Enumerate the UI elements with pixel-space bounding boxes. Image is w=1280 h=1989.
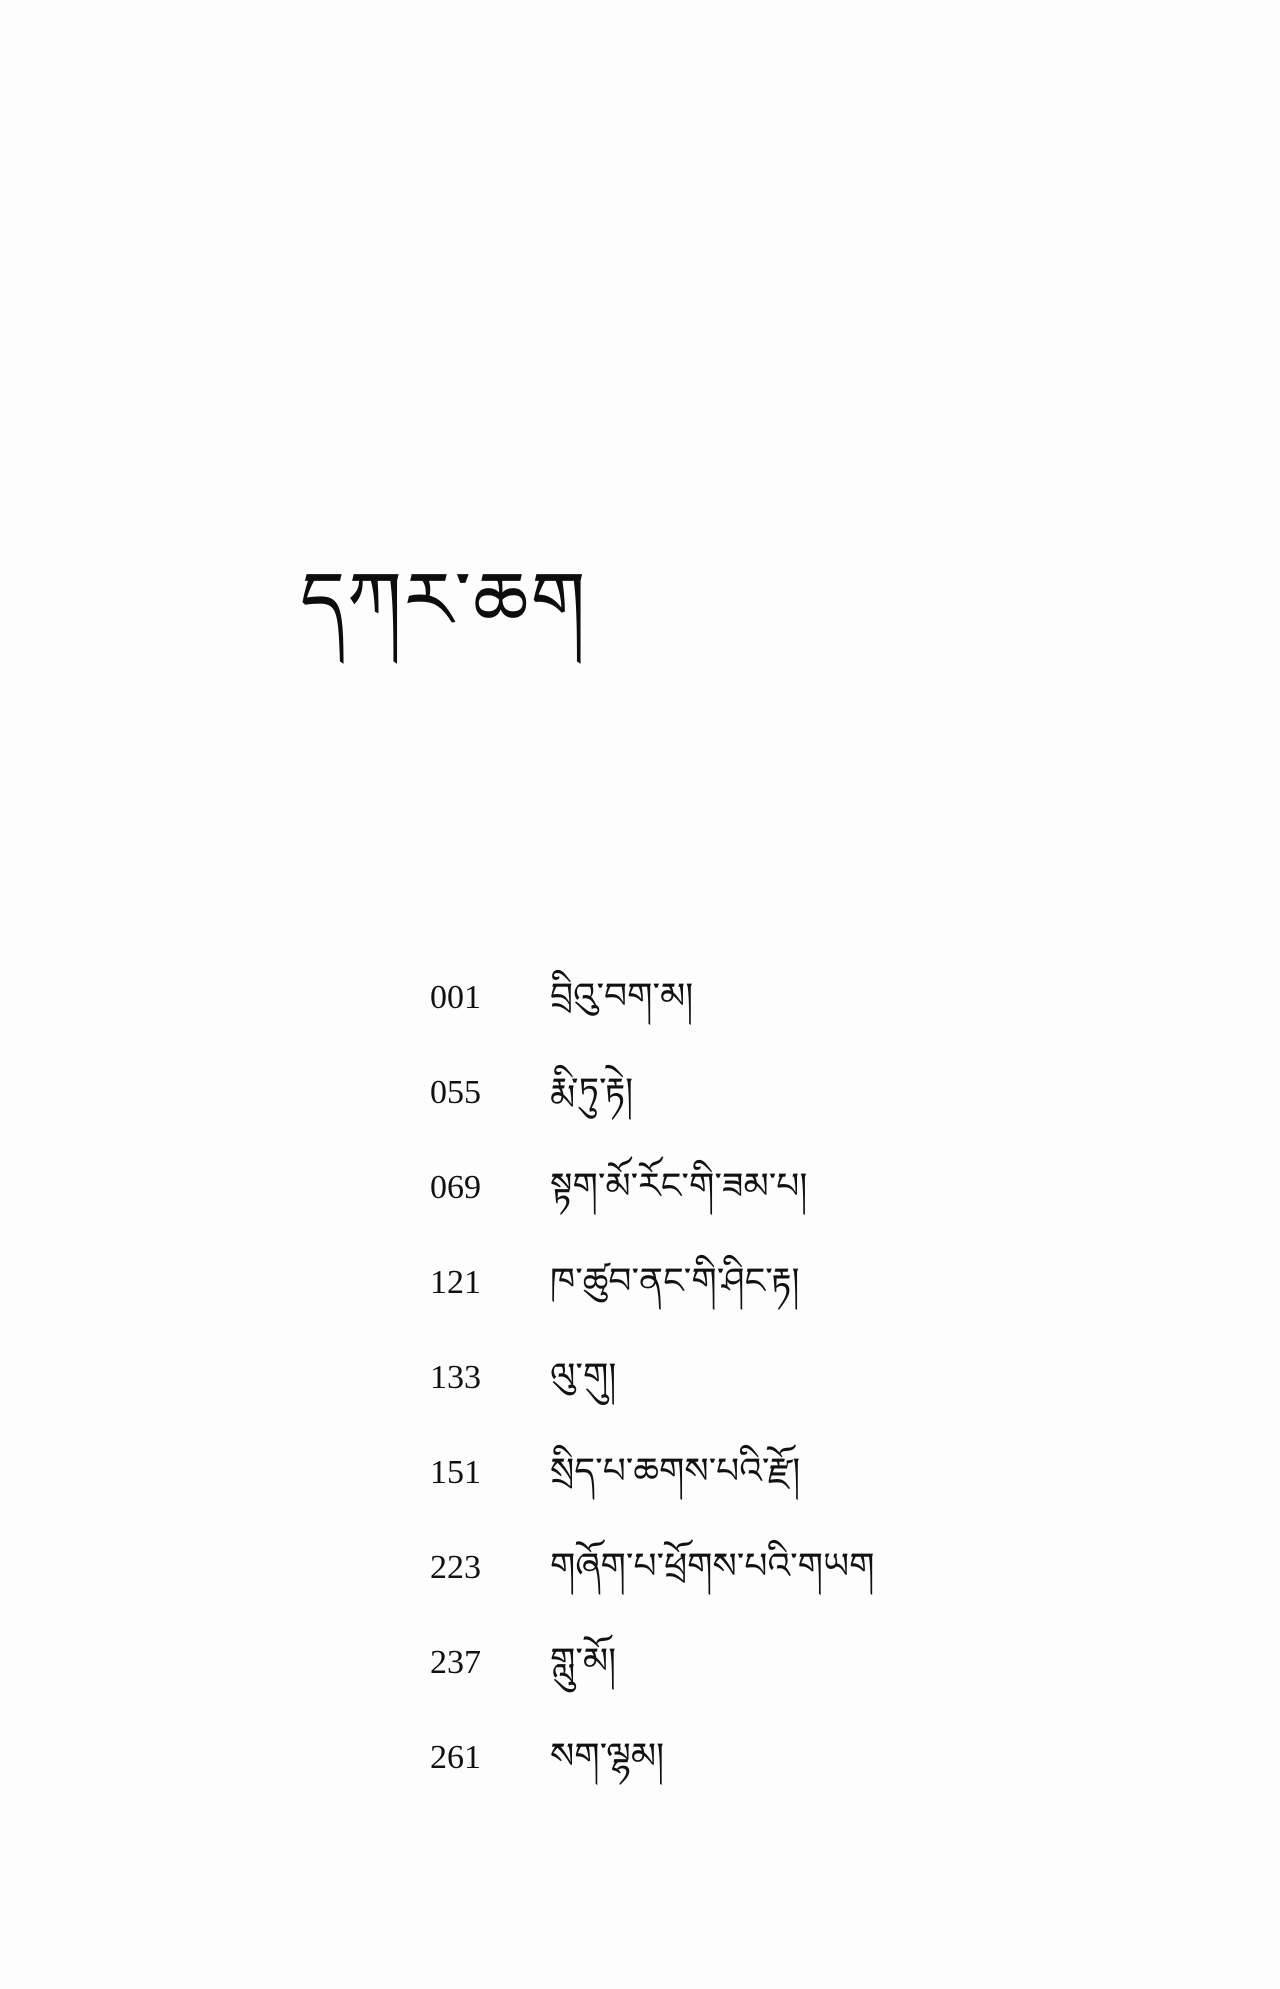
toc-entry[interactable]	[430, 1715, 874, 1810]
toc-entry-title: སྲིད་པ་ཆགས་པའི་རྫོ།	[550, 1451, 801, 1492]
toc-page-number: 151	[430, 1454, 481, 1491]
toc-page-number: 223	[430, 1549, 481, 1586]
table-of-contents	[430, 955, 874, 1810]
toc-page-number: 055	[430, 1074, 481, 1111]
toc-entry[interactable]	[430, 1050, 874, 1145]
toc-page-number: 121	[430, 1264, 481, 1301]
toc-entry-title: སག་ལྷམ།	[550, 1736, 665, 1777]
toc-entry[interactable]	[430, 1145, 874, 1240]
toc-page-number: 261	[430, 1739, 481, 1776]
toc-page-number: 133	[430, 1359, 481, 1396]
page-title: དཀར་ཆག	[300, 556, 588, 646]
toc-page-number: 069	[430, 1169, 481, 1206]
toc-entry[interactable]	[430, 955, 874, 1050]
toc-entry-title: ལུ་གུ།	[550, 1356, 617, 1397]
toc-entry[interactable]	[430, 1525, 874, 1620]
toc-entry-title: བྲིའུ་བག་མ།	[550, 976, 694, 1017]
toc-entry-title: གཞོག་པ་ཕྲོགས་པའི་གཡག	[550, 1546, 875, 1587]
toc-entry-title: རྨི་ཏུ་རྟེ།	[550, 1071, 634, 1112]
toc-entry-title: གླུ་མོ།	[550, 1641, 617, 1682]
toc-page-number: 237	[430, 1644, 481, 1681]
toc-entry[interactable]	[430, 1240, 874, 1335]
toc-page-number: 001	[430, 979, 481, 1016]
toc-entry[interactable]	[430, 1430, 874, 1525]
toc-entry[interactable]	[430, 1620, 874, 1715]
toc-entry-title: ཁ་ཚུབ་ནང་གི་ཤིང་རྟ།	[550, 1261, 800, 1302]
toc-entry-title: སྟག་མོ་རོང་གི་ཟམ་པ།	[550, 1166, 808, 1207]
toc-entry[interactable]	[430, 1335, 874, 1430]
